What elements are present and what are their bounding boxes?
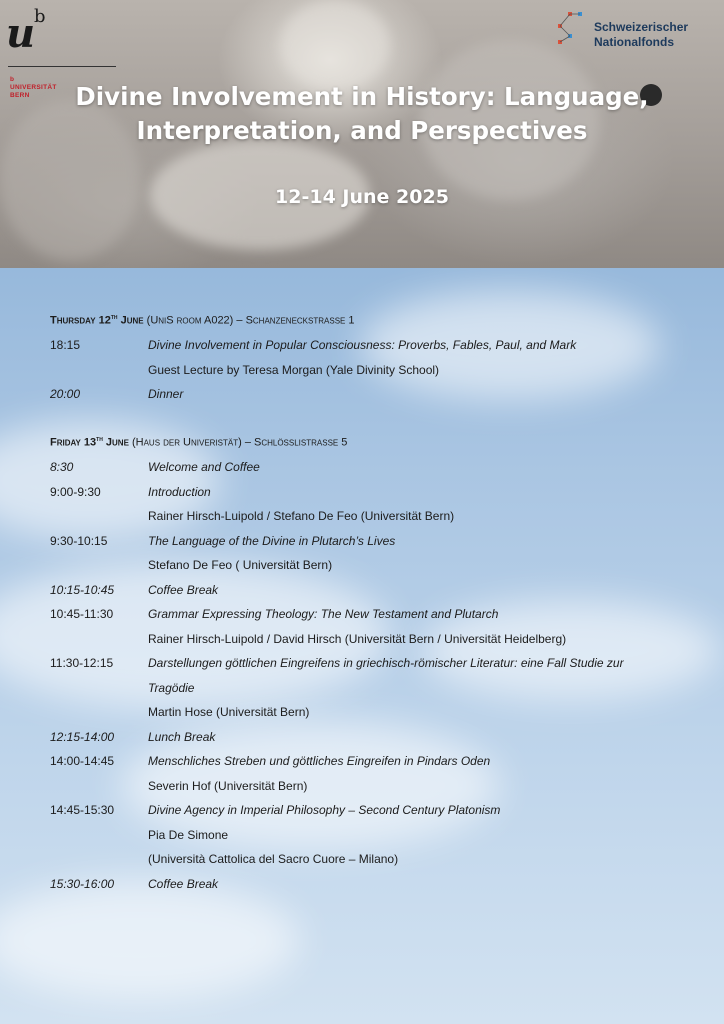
- session-time: 12:15-14:00: [50, 729, 115, 744]
- logo-u: u: [6, 10, 36, 57]
- conference-dates: 12-14 June 2025: [275, 186, 449, 208]
- session-time: 9:30-10:15: [50, 533, 108, 548]
- session-time: 9:00-9:30: [50, 484, 101, 499]
- schedule-row: [50, 681, 690, 701]
- session-time: 15:30-16:00: [50, 876, 115, 891]
- schedule-row: [50, 338, 690, 358]
- logo-divider: [8, 66, 116, 67]
- session-time: 10:15-10:45: [50, 582, 115, 597]
- schedule-row: [50, 509, 690, 529]
- schedule-row: [50, 363, 690, 383]
- schedule-row: [50, 852, 690, 872]
- schedule-row: [50, 730, 690, 750]
- session-time: 20:00: [50, 387, 81, 401]
- session-description: The Language of the Divine in Plutarch’s Lives: [148, 533, 396, 548]
- session-description: Menschliches Streben und göttliches Eingreifen in Pindars Oden: [148, 754, 491, 768]
- schedule-row: [50, 387, 690, 407]
- session-description: (Università Cattolica del Sacro Cuore – Milano): [148, 852, 399, 866]
- session-description: Coffee Break: [148, 876, 219, 891]
- schedule-row: [50, 877, 690, 897]
- session-time: 18:15: [50, 338, 81, 352]
- session-time: 11:30-12:15: [50, 656, 114, 670]
- schedule-row: [50, 754, 690, 774]
- session-time: 14:45-15:30: [50, 803, 115, 817]
- logo-wordmark: b UNIVERSITÄT BERN: [10, 76, 57, 99]
- session-description: Grammar Expressing Theology: The New Testament and Plutarch: [148, 607, 499, 621]
- session-description: Severin Hof (Universität Bern): [148, 778, 308, 793]
- session-description: Introduction: [148, 484, 211, 499]
- header-banner: [0, 0, 724, 268]
- session-description: Darstellungen göttlichen Eingreifens in griechisch-römischer Literatur: eine Fall Studie zur: [148, 656, 624, 670]
- day-heading: Friday 13th June (Haus der Univeristät) – Schlösslistrasse 5: [50, 436, 348, 449]
- snf-wordmark: Schweizerischer Nationalfonds: [594, 20, 689, 49]
- session-description: Tragödie: [148, 680, 195, 695]
- snf-logo: [556, 8, 716, 52]
- relief-figure: [280, 0, 390, 90]
- day-heading: Thursday 12th June (UniS room A022) – Schanzeneckstrasse 1: [50, 314, 355, 327]
- session-description: Martin Hose (Universität Bern): [148, 705, 310, 719]
- logo-b: b: [34, 6, 46, 27]
- session-description: Pia De Simone: [148, 827, 229, 842]
- page-title: Divine Involvement in History: Language, Interpretation, and Perspectives: [75, 82, 649, 145]
- session-description: Welcome and Coffee: [148, 460, 260, 474]
- schedule-row: [50, 607, 690, 627]
- schedule-row: [50, 803, 690, 823]
- schedule-row: [50, 779, 690, 799]
- session-description: Guest Lecture by Teresa Morgan (Yale Divinity School): [148, 362, 440, 377]
- schedule-row: [50, 460, 690, 480]
- schedule-row: [50, 485, 690, 505]
- session-time: 10:45-11:30: [50, 607, 114, 621]
- schedule-row: [50, 705, 690, 725]
- session-time: 14:00-14:45: [50, 754, 115, 768]
- schedule-row: [50, 828, 690, 848]
- session-description: Stefano De Feo ( Universität Bern): [148, 558, 333, 572]
- cloud: [0, 880, 300, 1000]
- schedule-row: [50, 583, 690, 603]
- schedule-row: [50, 632, 690, 652]
- session-description: Rainer Hirsch-Luipold / Stefano De Feo (Universität Bern): [148, 509, 455, 523]
- session-description: Lunch Break: [148, 729, 216, 744]
- session-description: Coffee Break: [148, 582, 219, 597]
- session-description: Divine Agency in Imperial Philosophy – Second Century Platonism: [148, 803, 501, 817]
- schedule-row: [50, 558, 690, 578]
- session-description: Divine Involvement in Popular Consciousness: Proverbs, Fables, Paul, and Mark: [148, 338, 577, 352]
- session-time: 8:30: [50, 460, 74, 474]
- session-description: Dinner: [148, 387, 184, 401]
- snf-dots-icon: [556, 10, 586, 48]
- schedule-row: [50, 656, 690, 676]
- session-description: Rainer Hirsch-Luipold / David Hirsch (Universität Bern / Universität Heidelberg): [148, 631, 567, 646]
- schedule-row: [50, 534, 690, 554]
